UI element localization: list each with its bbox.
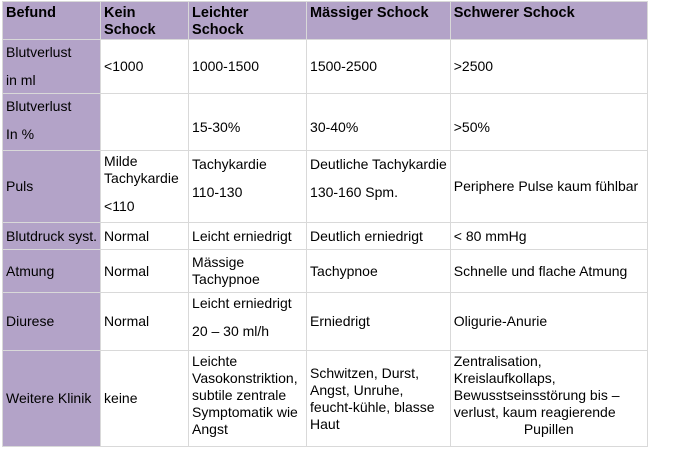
table-cell: keine <box>101 351 189 447</box>
table-row <box>3 40 648 94</box>
row-label: Blutverlust In % <box>3 94 101 151</box>
row-label: Diurese <box>3 293 101 351</box>
header-befund: Befund <box>3 2 101 40</box>
table-cell: < 80 mmHg <box>450 223 647 250</box>
table-cell: 15-30% <box>189 94 307 151</box>
table-cell: Periphere Pulse kaum fühlbar <box>450 151 647 223</box>
table-cell: Normal <box>101 250 189 293</box>
table-cell: Leicht erniedrigt <box>189 223 307 250</box>
header-schwerer-schock: Schwerer Schock <box>450 2 647 40</box>
table-row <box>3 151 648 223</box>
table-row <box>3 250 648 293</box>
table-row <box>3 223 648 250</box>
table-cell: Oligurie-Anurie <box>450 293 647 351</box>
table-cell: Schnelle und flache Atmung <box>450 250 647 293</box>
table-cell: Normal <box>101 223 189 250</box>
table-cell: Mässige Tachypnoe <box>189 250 307 293</box>
row-label: Blutdruck syst. <box>3 223 101 250</box>
table-cell: Deutlich erniedrigt <box>307 223 451 250</box>
header-row <box>3 2 648 40</box>
table-cell: Schwitzen, Durst, Angst, Unruhe, feucht-kühle, blasse Haut <box>307 351 451 447</box>
table-cell: Normal <box>101 293 189 351</box>
table-cell <box>101 94 189 151</box>
row-label: Atmung <box>3 250 101 293</box>
row-label: Puls <box>3 151 101 223</box>
table-cell: <1000 <box>101 40 189 94</box>
table-row <box>3 94 648 151</box>
table-cell: Erniedrigt <box>307 293 451 351</box>
table-cell: Tachypnoe <box>307 250 451 293</box>
table-cell: Leicht erniedrigt 20 – 30 ml/h <box>189 293 307 351</box>
table-cell: Milde Tachykardie <110 <box>101 151 189 223</box>
table-cell: Zentralisation, Kreislaufkollaps, Bewusstseinsstörung bis – verlust, kaum reagierende Pupillen <box>450 351 647 447</box>
table-cell: Tachykardie 110-130 <box>189 151 307 223</box>
table-cell: 30-40% <box>307 94 451 151</box>
table-cell: 1500-2500 <box>307 40 451 94</box>
row-label: Blutverlust in ml <box>3 40 101 94</box>
header-leichter-schock: Leichter Schock <box>189 2 307 40</box>
table-row <box>3 351 648 447</box>
table-cell: Leichte Vasokonstriktion, subtile zentrale Symptomatik wie Angst <box>189 351 307 447</box>
table-cell: >2500 <box>450 40 647 94</box>
header-maessiger-schock: Mässiger Schock <box>307 2 451 40</box>
shock-classification-table <box>2 1 648 447</box>
table-cell: >50% <box>450 94 647 151</box>
table-cell: Deutliche Tachykardie 130-160 Spm. <box>307 151 451 223</box>
table-cell: 1000-1500 <box>189 40 307 94</box>
header-kein-schock: Kein Schock <box>101 2 189 40</box>
table-row <box>3 293 648 351</box>
row-label: Weitere Klinik <box>3 351 101 447</box>
